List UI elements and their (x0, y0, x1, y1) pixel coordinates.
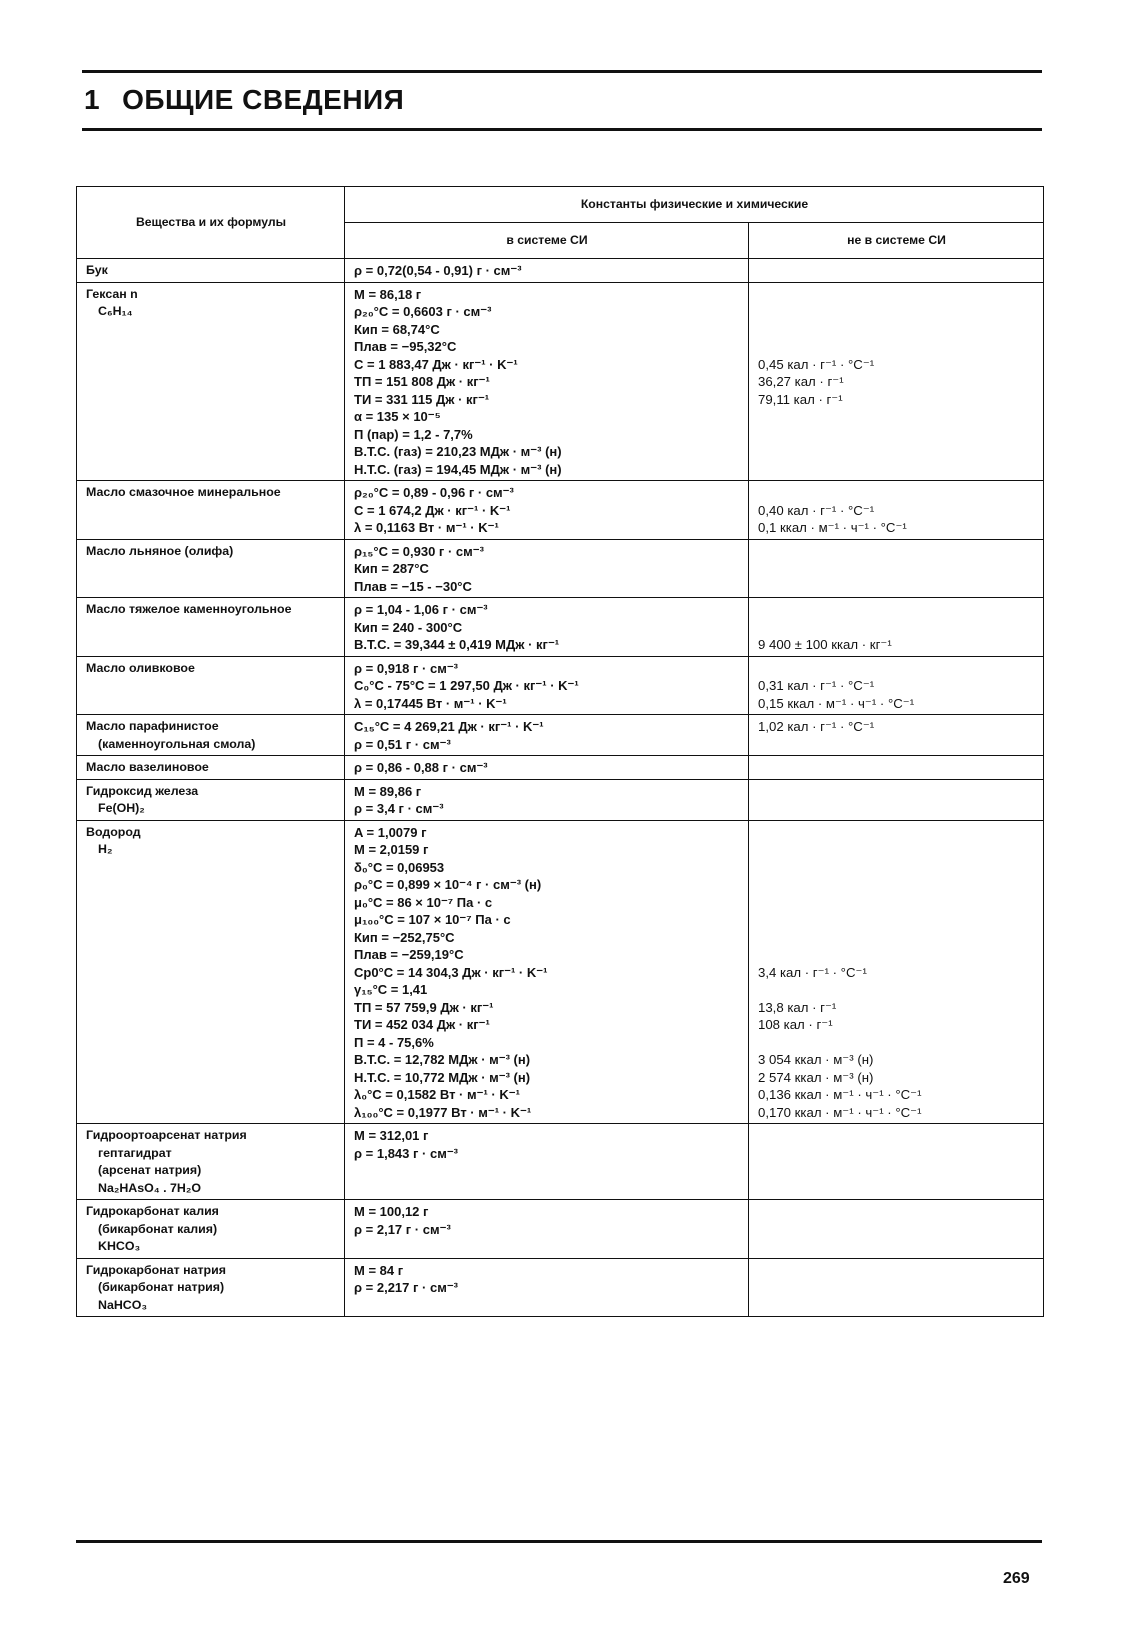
value-line (758, 841, 1035, 859)
value-line: В.Т.С. (газ) = 210,23 МДж · м⁻³ (н) (354, 444, 562, 459)
table-row (77, 820, 1044, 1124)
value-line: П (пар) = 1,2 - 7,7% (354, 426, 473, 442)
substance-cell (77, 820, 345, 1124)
nonsi-value-cell (749, 756, 1044, 780)
nonsi-value-cell (749, 539, 1044, 598)
value-line: 0,31 кал · г⁻¹ · °C⁻¹ (758, 678, 875, 693)
nonsi-value-cell (749, 1124, 1044, 1200)
value-line: 79,11 кал · г⁻¹ (758, 391, 843, 407)
value-line: M = 89,86 г (354, 783, 422, 799)
si-value-cell (345, 1124, 749, 1200)
value-line: M = 86,18 г (354, 286, 422, 302)
table-row (77, 779, 1044, 820)
value-line: 0,40 кал · г⁻¹ · °C⁻¹ (758, 502, 875, 518)
substance-line: Масло парафинистое (86, 719, 219, 733)
value-line: 13,8 кал · г⁻¹ (758, 999, 837, 1015)
si-value-cell (345, 656, 749, 715)
bottom-rule (76, 1540, 1042, 1543)
substance-line: Водород (86, 824, 141, 839)
value-line: 108 кал · г⁻¹ (758, 1017, 833, 1032)
value-line: α = 135 × 10⁻⁵ (354, 409, 441, 424)
value-line: δ₀°C = 0,06953 (354, 859, 445, 875)
substance-line: Масло оливковое (86, 660, 195, 675)
substance-line: Масло смазочное минеральное (86, 485, 281, 499)
value-line (758, 601, 1035, 619)
table-row (77, 715, 1044, 756)
nonsi-value-cell (749, 820, 1044, 1124)
table-row (77, 756, 1044, 780)
substance-cell (77, 598, 345, 657)
value-line (758, 929, 1035, 947)
value-line: 9 400 ± 100 ккал · кг⁻¹ (758, 637, 892, 652)
si-value-cell (345, 1200, 749, 1259)
value-line (758, 859, 1035, 877)
header-si: в системе СИ (345, 223, 749, 259)
value-line: 2 574 ккал · м⁻³ (н) (758, 1069, 874, 1085)
substance-line: (арсенат натрия) (98, 1163, 202, 1177)
value-line: 1,02 кал · г⁻¹ · °C⁻¹ (758, 719, 875, 734)
header-constants: Константы физические и химические (345, 187, 1044, 223)
value-line: μ₀°C = 86 × 10⁻⁷ Па · с (354, 894, 493, 910)
value-line (758, 1034, 1035, 1052)
value-line: Плав = −95,32°C (354, 339, 457, 354)
substance-line: Гидроортоарсенат натрия (86, 1128, 247, 1142)
value-line: В.Т.С. = 39,344 ± 0,419 МДж · кг⁻¹ (354, 637, 560, 652)
value-line: 3,4 кал · г⁻¹ · °C⁻¹ (758, 964, 867, 980)
value-line: Кип = 287°C (354, 561, 429, 576)
value-line: C₀°C - 75°C = 1 297,50 Дж · кг⁻¹ · K⁻¹ (354, 678, 579, 693)
si-value-cell (345, 1258, 749, 1317)
value-line: Плав = −15 - −30°C (354, 578, 472, 594)
value-line: ТИ = 452 034 Дж · кг⁻¹ (354, 1017, 490, 1032)
substance-line: (бикарбонат калия) (98, 1221, 218, 1236)
substance-line: KHCO₃ (98, 1239, 141, 1253)
header-nonsi: не в системе СИ (749, 223, 1044, 259)
table-row (77, 1258, 1044, 1317)
substance-cell (77, 779, 345, 820)
table-row (77, 259, 1044, 283)
value-line: ρ = 1,04 - 1,06 г · см⁻³ (354, 602, 488, 617)
nonsi-value-cell (749, 715, 1044, 756)
chapter-title: ОБЩИЕ СВЕДЕНИЯ (122, 84, 405, 115)
value-line: П = 4 - 75,6% (354, 1034, 434, 1050)
substance-line: H₂ (98, 842, 113, 856)
value-line: 3 054 ккал · м⁻³ (н) (758, 1052, 874, 1067)
value-line: 0,45 кал · г⁻¹ · °C⁻¹ (758, 356, 875, 372)
substance-cell (77, 756, 345, 780)
substance-cell (77, 481, 345, 540)
value-line (758, 321, 1035, 339)
table-row (77, 539, 1044, 598)
value-line: 0,170 ккал · м⁻¹ · ч⁻¹ · °C⁻¹ (758, 1104, 922, 1120)
value-line: ρ = 0,918 г · см⁻³ (354, 660, 459, 676)
value-line: 0,136 ккал · м⁻¹ · ч⁻¹ · °C⁻¹ (758, 1087, 922, 1102)
value-line: Н.Т.С. (газ) = 194,45 МДж · м⁻³ (н) (354, 461, 562, 477)
table-body (77, 259, 1044, 1317)
substance-line: Масло тяжелое каменноугольное (86, 602, 292, 616)
value-line (758, 303, 1035, 321)
substance-line: Na₂HAsO₄ . 7H₂O (98, 1180, 201, 1195)
value-line (758, 484, 1035, 502)
substance-cell (77, 656, 345, 715)
substance-cell (77, 259, 345, 283)
substance-line: Fe(OH)₂ (98, 801, 145, 815)
value-line (758, 619, 1035, 637)
value-line: A = 1,0079 г (354, 824, 427, 840)
si-value-cell (345, 598, 749, 657)
value-line: C = 1 674,2 Дж · кг⁻¹ · K⁻¹ (354, 502, 511, 518)
substance-cell (77, 539, 345, 598)
substance-cell (77, 1124, 345, 1200)
value-line: ρ = 0,51 г · см⁻³ (354, 736, 451, 752)
nonsi-value-cell (749, 779, 1044, 820)
value-line: λ = 0,1163 Вт · м⁻¹ · K⁻¹ (354, 520, 499, 535)
value-line: 0,15 ккал · м⁻¹ · ч⁻¹ · °C⁻¹ (758, 695, 915, 711)
table-row (77, 481, 1044, 540)
substance-line: Гидрокарбонат калия (86, 1204, 219, 1218)
value-line: ρ = 3,4 г · см⁻³ (354, 801, 444, 816)
table-row (77, 282, 1044, 481)
value-line (758, 894, 1035, 912)
value-line: ρ = 1,843 г · см⁻³ (354, 1145, 459, 1161)
value-line: В.Т.С. = 12,782 МДж · м⁻³ (н) (354, 1052, 531, 1067)
value-line (758, 946, 1035, 964)
page-number: 269 (1003, 1570, 1030, 1587)
substance-line: Гидрокарбонат натрия (86, 1262, 226, 1277)
substance-cell (77, 715, 345, 756)
substance-line: Бук (86, 263, 108, 277)
value-line (758, 981, 1035, 999)
value-line: C₁₅°C = 4 269,21 Дж · кг⁻¹ · K⁻¹ (354, 719, 544, 734)
substance-cell (77, 1258, 345, 1317)
value-line: M = 312,01 г (354, 1128, 429, 1143)
substance-line: Масло вазелиновое (86, 760, 209, 774)
substance-line: гептагидрат (98, 1145, 172, 1160)
top-rule (82, 70, 1042, 73)
nonsi-value-cell (749, 259, 1044, 283)
nonsi-value-cell (749, 1200, 1044, 1259)
header-substances: Вещества и их формулы (77, 187, 345, 259)
value-line: Кип = 68,74°C (354, 321, 440, 337)
value-line: Плав = −259,19°C (354, 947, 464, 962)
value-line (758, 286, 1035, 304)
value-line: μ₁₀₀°C = 107 × 10⁻⁷ Па · с (354, 912, 511, 927)
table-row (77, 1200, 1044, 1259)
table-row (77, 656, 1044, 715)
nonsi-value-cell (749, 598, 1044, 657)
title-rule (82, 128, 1042, 131)
substance-line: (каменноугольная смола) (98, 736, 256, 751)
value-line: 36,27 кал · г⁻¹ (758, 374, 844, 389)
value-line: γ₁₅°C = 1,41 (354, 982, 428, 997)
value-line: ρ₂₀°C = 0,89 - 0,96 г · см⁻³ (354, 485, 514, 500)
value-line: ρ₁₅°C = 0,930 г · см⁻³ (354, 543, 484, 559)
value-line: M = 2,0159 г (354, 842, 429, 857)
value-line (758, 824, 1035, 842)
si-value-cell (345, 259, 749, 283)
nonsi-value-cell (749, 481, 1044, 540)
table-row (77, 598, 1044, 657)
nonsi-value-cell (749, 282, 1044, 481)
value-line: ТП = 57 759,9 Дж · кг⁻¹ (354, 999, 494, 1015)
table-row (77, 1124, 1044, 1200)
si-value-cell (345, 282, 749, 481)
value-line: Кип = −252,75°C (354, 929, 455, 945)
substance-line: NaHCO₃ (98, 1297, 148, 1312)
value-line: ρ₀°C = 0,899 × 10⁻⁴ г · см⁻³ (н) (354, 877, 542, 892)
nonsi-value-cell (749, 1258, 1044, 1317)
page-title (84, 84, 404, 116)
value-line: ρ = 2,217 г · см⁻³ (354, 1280, 459, 1295)
value-line: ρ₂₀°C = 0,6603 г · см⁻³ (354, 304, 492, 319)
value-line: Кип = 240 - 300°C (354, 619, 463, 635)
chapter-number: 1 (84, 84, 101, 115)
value-line (758, 876, 1035, 894)
value-line: Н.Т.С. = 10,772 МДж · м⁻³ (н) (354, 1069, 531, 1085)
substance-line: Масло льняное (олифа) (86, 543, 234, 558)
constants-table (76, 186, 1044, 1317)
value-line: M = 84 г (354, 1262, 404, 1278)
value-line: 0,1 ккал · м⁻¹ · ч⁻¹ · °C⁻¹ (758, 520, 907, 535)
si-value-cell (345, 820, 749, 1124)
substance-line: Гексан n (86, 286, 138, 301)
value-line: C = 1 883,47 Дж · кг⁻¹ · K⁻¹ (354, 356, 518, 372)
value-line: ρ = 2,17 г · см⁻³ (354, 1221, 451, 1237)
value-line: λ₁₀₀°C = 0,1977 Вт · м⁻¹ · K⁻¹ (354, 1104, 532, 1120)
value-line (758, 911, 1035, 929)
value-line: ТИ = 331 115 Дж · кг⁻¹ (354, 391, 490, 407)
value-line: M = 100,12 г (354, 1204, 429, 1219)
si-value-cell (345, 715, 749, 756)
value-line: ρ = 0,86 - 0,88 г · см⁻³ (354, 760, 488, 775)
substance-line: C₆H₁₄ (98, 304, 133, 318)
value-line: λ = 0,17445 Вт · м⁻¹ · K⁻¹ (354, 695, 507, 711)
si-value-cell (345, 756, 749, 780)
value-line: ρ = 0,72(0,54 - 0,91) г · см⁻³ (354, 263, 522, 278)
substance-line: Гидроксид железа (86, 783, 199, 798)
value-line: Cp0°C = 14 304,3 Дж · кг⁻¹ · K⁻¹ (354, 964, 548, 980)
substance-cell (77, 1200, 345, 1259)
si-value-cell (345, 481, 749, 540)
value-line (758, 338, 1035, 356)
substance-line: (бикарбонат натрия) (98, 1280, 225, 1294)
value-line: ТП = 151 808 Дж · кг⁻¹ (354, 374, 490, 389)
nonsi-value-cell (749, 656, 1044, 715)
si-value-cell (345, 779, 749, 820)
value-line (758, 660, 1035, 678)
value-line: λ₀°C = 0,1582 Вт · м⁻¹ · K⁻¹ (354, 1087, 520, 1102)
substance-cell (77, 282, 345, 481)
si-value-cell (345, 539, 749, 598)
